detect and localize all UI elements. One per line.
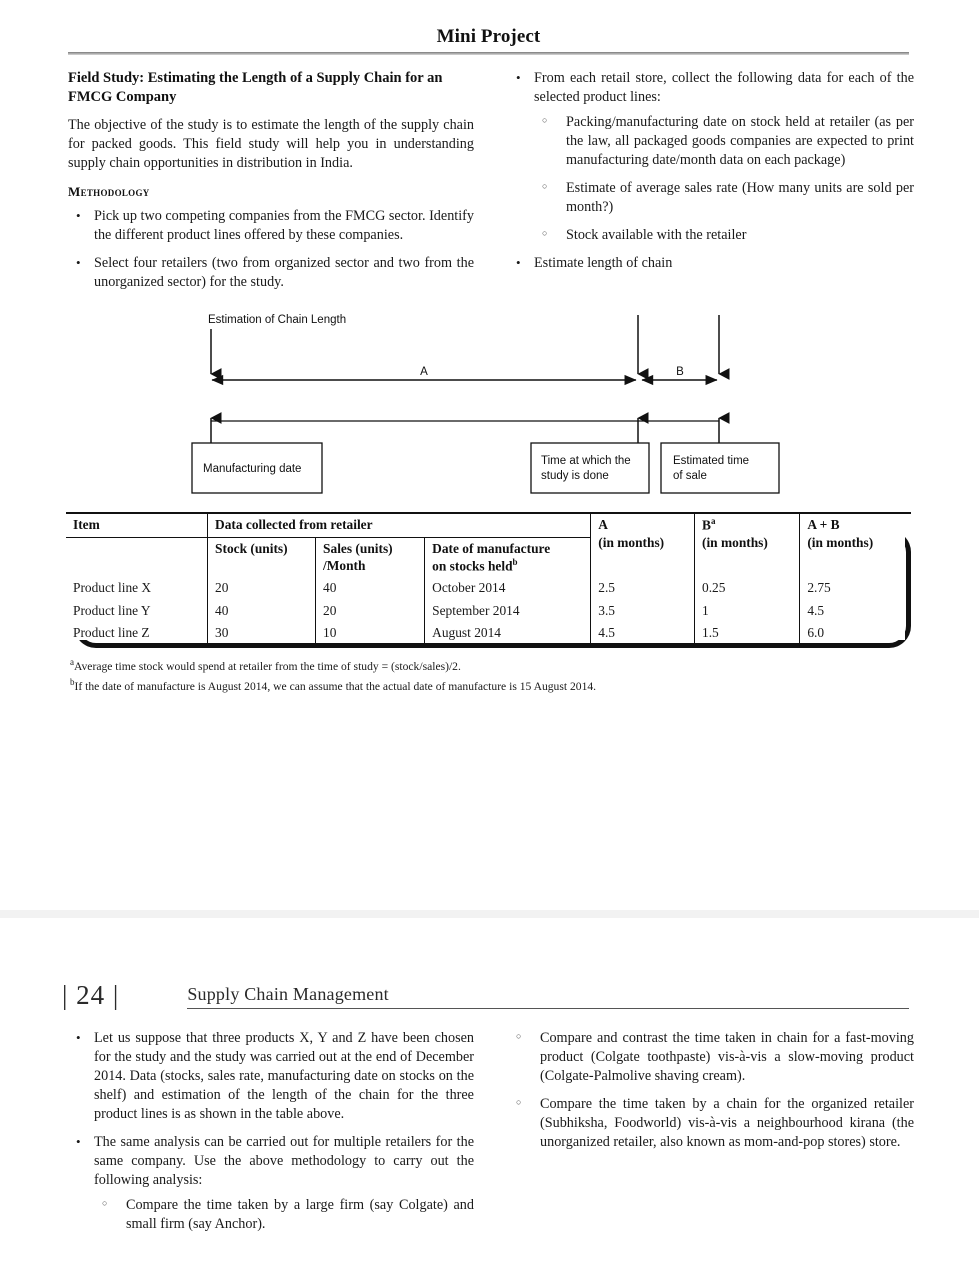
circle-bullet-icon: ○ bbox=[102, 1198, 108, 1209]
list-item bbox=[94, 1196, 474, 1234]
table-cell-a: 4.5 bbox=[591, 622, 695, 644]
table-cell-date-of-manufacture: August 2014 bbox=[425, 622, 591, 644]
table-header-date-of-manufacture bbox=[425, 537, 591, 577]
methodology-heading: Methodology bbox=[68, 184, 150, 200]
circle-bullet-icon: ○ bbox=[516, 1097, 522, 1108]
circle-bullet-icon: ○ bbox=[516, 1031, 522, 1041]
analysis-sublist-continued bbox=[508, 1029, 914, 1152]
diagram-box-study-time bbox=[531, 443, 649, 493]
table-header-sales-line2: /Month bbox=[323, 557, 366, 573]
disc-bullet-icon: • bbox=[76, 1030, 81, 1045]
disc-bullet-icon: • bbox=[516, 70, 521, 85]
table-header-sales-line1: Sales (units) bbox=[323, 540, 393, 556]
table-cell-item: Product line X bbox=[73, 580, 152, 596]
list-item-text: Pick up two competing companies from the FMCG sector. Identify the different product lines offered by these companies. bbox=[94, 208, 474, 244]
chain-length-table-body bbox=[66, 577, 911, 643]
list-item bbox=[508, 1095, 914, 1152]
table-header-item: Item bbox=[66, 513, 208, 537]
list-item bbox=[68, 207, 474, 245]
disc-bullet-icon: • bbox=[76, 208, 81, 224]
table-cell-ab: 4.5 bbox=[800, 600, 911, 622]
table-footnotes bbox=[70, 656, 911, 696]
analysis-list bbox=[68, 1029, 474, 1234]
list-item-text: Select four retailers (two from organized sector and two from the unorganized sector) for the study. bbox=[94, 255, 474, 291]
disc-bullet-icon: • bbox=[76, 255, 81, 271]
table-cell-stock: 20 bbox=[208, 577, 316, 599]
table-header-data-collected: Data collected from retailer bbox=[208, 513, 591, 537]
list-item bbox=[534, 113, 914, 170]
running-head bbox=[68, 0, 909, 55]
diagram-box-manufacturing-date-label: Manufacturing date bbox=[203, 463, 302, 476]
table-row bbox=[66, 577, 911, 599]
diagram-box-estimated-sale-line2: of sale bbox=[673, 470, 707, 483]
diagram-span-b-label: B bbox=[676, 366, 684, 379]
objective-paragraph: The objective of the study is to estimate the length of the supply chain for packed goods. This field study will help you in understanding supply chain opportunities in distribution in India. bbox=[68, 117, 474, 172]
footnote-mark: a bbox=[70, 656, 74, 667]
table-cell-ab: 2.75 bbox=[800, 577, 911, 599]
chain-length-table-frame bbox=[66, 512, 911, 643]
running-head-rule bbox=[68, 52, 909, 55]
list-item bbox=[534, 179, 914, 217]
list-item-text: Compare and contrast the time taken in chain for a fast-moving product (Colgate toothpaste) vis-à-vis a slow-moving product (Colgate-Palmolive shaving cream). bbox=[540, 1030, 914, 1085]
page-1-left-column bbox=[68, 69, 474, 301]
chain-length-diagram bbox=[186, 301, 806, 501]
page-separator bbox=[0, 910, 979, 918]
list-item bbox=[508, 69, 914, 245]
table-header-a-label: A bbox=[598, 517, 608, 533]
field-study-subhead: Field Study: Estimating the Length of a Supply Chain for an FMCG Company bbox=[68, 70, 443, 106]
list-item-text: Estimate length of chain bbox=[534, 255, 673, 272]
page-number: | 24 | bbox=[62, 980, 120, 1010]
disc-bullet-icon: • bbox=[516, 255, 521, 271]
table-cell-sales: 20 bbox=[316, 600, 425, 622]
table-header-a-units: (in months) bbox=[598, 534, 665, 550]
book-title-rule bbox=[187, 984, 909, 1009]
list-item-text: From each retail store, collect the following data for each of the selected product lines: bbox=[534, 70, 914, 106]
list-item-text: Estimate of average sales rate (How many units are sold per month?) bbox=[566, 180, 914, 216]
footnote-text: If the date of manufacture is August 2014, we can assume that the actual date of manufacture is 15 August 2014. bbox=[74, 680, 597, 694]
circle-bullet-icon: ○ bbox=[542, 228, 548, 239]
data-collection-sublist bbox=[534, 113, 914, 245]
footnote-mark: b bbox=[70, 677, 75, 688]
book-title: Supply Chain Management bbox=[187, 984, 389, 1004]
table-header-b-footmark: a bbox=[710, 516, 716, 527]
table-header-ab-label: A + B bbox=[807, 517, 840, 533]
list-item-text: Compare the time taken by a chain for the organized retailer (Subhiksha, Foodworld) vis-à-vis a neighbourhood kirana (the unorganized retailer, also known as mom-and-pop stores) store. bbox=[540, 1096, 914, 1151]
table-cell-date-of-manufacture: October 2014 bbox=[425, 577, 591, 599]
table-cell-b: 1.5 bbox=[695, 622, 800, 644]
table-header-a bbox=[591, 513, 695, 577]
table-header-dom-line2: on stocks held$^b$ bbox=[432, 556, 518, 574]
table-header-dom-line1: Date of manufacture bbox=[432, 540, 551, 556]
disc-bullet-icon: • bbox=[76, 1134, 81, 1150]
circle-bullet-icon: ○ bbox=[542, 115, 548, 126]
list-item-text: Compare the time taken by a large firm (say Colgate) and small firm (say Anchor). bbox=[126, 1197, 474, 1233]
table-cell-b: 1 bbox=[695, 600, 800, 622]
list-item-text: Packing/manufacturing date on stock held at retailer (as per the law, all packaged goods companies are expected to print manufacturing date/month data on each package) bbox=[566, 114, 914, 169]
footnote bbox=[70, 676, 911, 695]
table-header-sales bbox=[316, 537, 425, 577]
table-cell-b: 0.25 bbox=[695, 577, 800, 599]
page-2-columns bbox=[68, 1009, 914, 1243]
diagram-box-estimated-sale bbox=[661, 443, 779, 493]
diagram-box-study-time-line1: Time at which the bbox=[541, 455, 631, 468]
circle-bullet-icon: ○ bbox=[542, 181, 548, 192]
folio-header bbox=[62, 918, 909, 1009]
table-cell-ab: 6.0 bbox=[800, 622, 911, 644]
page-2-right-column bbox=[508, 1029, 914, 1243]
table-header-b-label: B$^a$ bbox=[702, 516, 716, 533]
table-cell-date-of-manufacture: September 2014 bbox=[425, 600, 591, 622]
analysis-sublist bbox=[94, 1196, 474, 1234]
table-cell-sales: 40 bbox=[316, 577, 425, 599]
diagram-caption: Estimation of Chain Length bbox=[208, 314, 347, 327]
table-header-stock: Stock (units) bbox=[208, 537, 316, 577]
methodology-list bbox=[68, 207, 474, 292]
list-item-text: Stock available with the retailer bbox=[566, 227, 747, 244]
footnote bbox=[70, 656, 911, 675]
list-item bbox=[508, 1029, 914, 1086]
table-cell-sales: 10 bbox=[316, 622, 425, 644]
running-head-title: Mini Project bbox=[436, 26, 541, 47]
table-header-b bbox=[695, 513, 800, 577]
table-cell-a: 2.5 bbox=[591, 577, 695, 599]
table-cell-stock: 30 bbox=[208, 622, 316, 644]
chain-length-diagram-container bbox=[68, 301, 909, 506]
diagram-span-a-label: A bbox=[420, 366, 428, 379]
list-item bbox=[68, 1133, 474, 1234]
table-cell-item: Product line Z bbox=[73, 624, 150, 640]
list-item bbox=[534, 226, 914, 245]
footnote-text: Average time stock would spend at retailer from the time of study = (stock/sales)/2. bbox=[74, 659, 461, 673]
chain-length-table bbox=[66, 512, 911, 643]
table-row bbox=[66, 600, 911, 622]
table-header-ab-units: (in months) bbox=[807, 534, 874, 550]
document-page-2 bbox=[0, 918, 979, 1280]
table-header-b-units: (in months) bbox=[702, 535, 768, 551]
page-1-columns bbox=[68, 55, 914, 301]
data-collection-list bbox=[508, 69, 914, 273]
table-group-header-row bbox=[66, 513, 911, 537]
table-cell-a: 3.5 bbox=[591, 600, 695, 622]
table-header-item-blank bbox=[66, 537, 208, 577]
list-item bbox=[508, 254, 914, 273]
list-item bbox=[68, 254, 474, 292]
table-cell-item: Product line Y bbox=[73, 602, 151, 618]
list-item-text: Let us suppose that three products X, Y and Z have been chosen for the study and the study was carried out at the end of December 2014. Data (stocks, sales rate, manufacturing date on stocks on the shelf) and estimation of the length of the chain for the three product lines is as shown in the table above. bbox=[94, 1030, 474, 1123]
list-item-text: The same analysis can be carried out for multiple retailers for the same company. Use the above methodology to carry out the following analysis: bbox=[94, 1134, 474, 1189]
chain-length-table-zone bbox=[66, 506, 911, 643]
table-header-dom-footmark: b bbox=[512, 556, 518, 567]
page-1-right-column bbox=[508, 69, 914, 301]
page-2-left-column bbox=[68, 1029, 474, 1243]
diagram-box-estimated-sale-line1: Estimated time bbox=[673, 455, 750, 468]
table-header-ab bbox=[800, 513, 911, 577]
table-row bbox=[66, 622, 911, 644]
table-cell-stock: 40 bbox=[208, 600, 316, 622]
list-item bbox=[68, 1029, 474, 1124]
diagram-box-study-time-line2: study is done bbox=[541, 470, 609, 483]
